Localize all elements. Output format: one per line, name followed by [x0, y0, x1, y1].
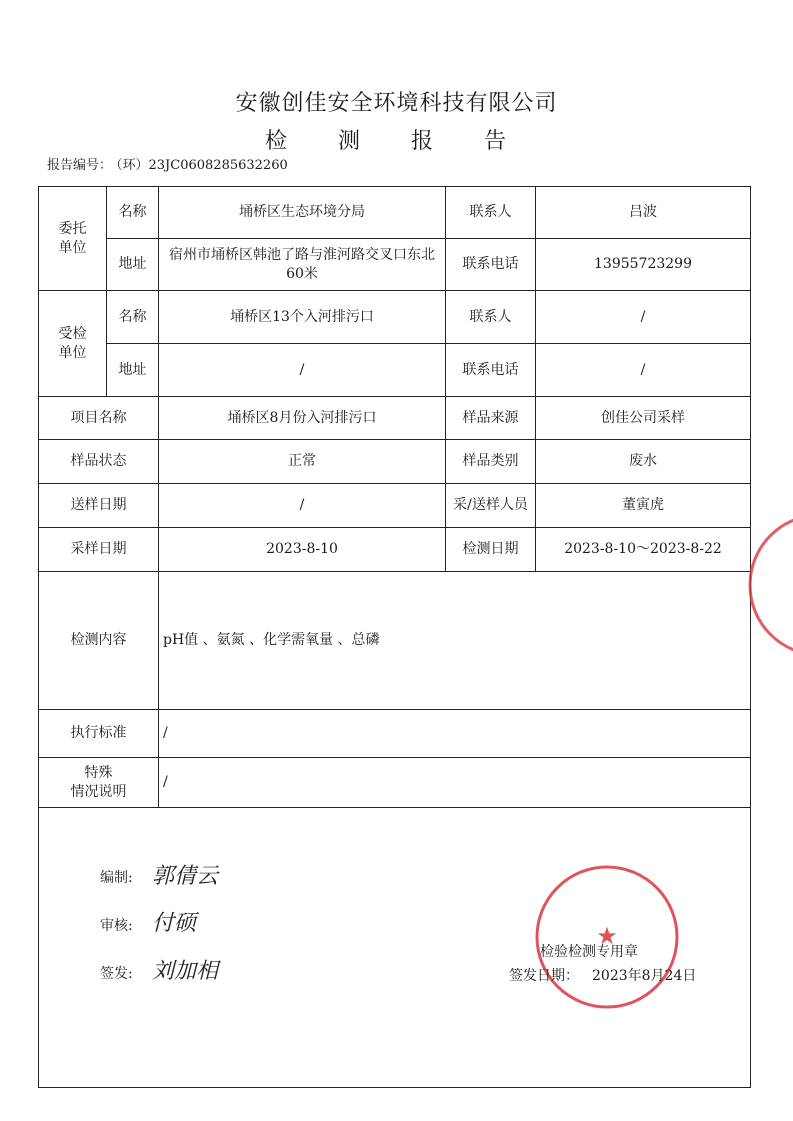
inspected-name: 埇桥区13个入河排污口: [159, 291, 446, 344]
issue-date-label: 签发日期：: [509, 968, 579, 984]
client-phone: 13955723299: [536, 239, 751, 291]
inspected-phone: /: [536, 344, 751, 397]
sampler: 董寅虎: [536, 484, 751, 528]
project-label: 项目名称: [39, 397, 159, 440]
editor-label: 编制:: [100, 870, 133, 886]
report-number: [47, 154, 292, 173]
document-title: 检 测 报 告: [265, 129, 528, 154]
client-contact: 吕波: [536, 187, 751, 239]
sample-source-label: 样品来源: [446, 397, 536, 440]
sample-state: 正常: [159, 440, 446, 484]
test-content: pH值 、氨氮 、化学需氧量 、总磷: [159, 572, 751, 710]
reviewer-label: 审核:: [100, 918, 133, 934]
special-label: 特殊 情况说明: [39, 758, 159, 808]
project-name: 埇桥区8月份入河排污口: [159, 397, 446, 440]
report-number-label: 报告编号：: [47, 158, 113, 173]
seal-label: 检验检测专用章: [540, 944, 638, 960]
edge-seal: [745, 500, 793, 670]
issuer-label: 签发:: [100, 966, 133, 982]
sample-date-label: 采样日期: [39, 528, 159, 572]
send-date-label: 送样日期: [39, 484, 159, 528]
seal-star-icon: ★: [596, 922, 618, 950]
client-name-label: 名称: [107, 187, 159, 239]
reviewer-signature: 付硕: [152, 911, 197, 936]
test-date-label: 检测日期: [446, 528, 536, 572]
inspected-address-label: 地址: [107, 344, 159, 397]
client-address-label: 地址: [107, 239, 159, 291]
client-name: 埇桥区生态环境分局: [159, 187, 446, 239]
sampler-label: 采/送样人员: [446, 484, 536, 528]
test-date: 2023-8-10～2023-8-22: [536, 528, 751, 572]
sample-state-label: 样品状态: [39, 440, 159, 484]
inspected-group-label: 受检 单位: [39, 291, 107, 397]
sample-type-label: 样品类别: [446, 440, 536, 484]
send-date: /: [159, 484, 446, 528]
report-number-value: （环）23JC0608285632260: [116, 158, 288, 173]
issue-date: 2023年8月24日: [592, 968, 697, 984]
client-group-label: 委托 单位: [39, 187, 107, 291]
editor-signature: 郭倩云: [152, 864, 219, 889]
client-phone-label: 联系电话: [446, 239, 536, 291]
sample-type: 废水: [536, 440, 751, 484]
test-content-label: 检测内容: [39, 572, 159, 710]
standard: /: [159, 710, 751, 758]
inspected-name-label: 名称: [107, 291, 159, 344]
special: /: [159, 758, 751, 808]
issuer-signature: 刘加相: [152, 959, 219, 984]
inspected-contact-label: 联系人: [446, 291, 536, 344]
sample-date: 2023-8-10: [159, 528, 446, 572]
inspected-address: /: [159, 344, 446, 397]
company-seal: [532, 862, 682, 1012]
inspected-contact: /: [536, 291, 751, 344]
company-name: 安徽创佳安全环境科技有限公司: [235, 91, 558, 116]
standard-label: 执行标准: [39, 710, 159, 758]
client-address: 宿州市埇桥区韩池了路与淮河路交叉口东北60米: [159, 239, 446, 291]
sample-source: 创佳公司采样: [536, 397, 751, 440]
client-contact-label: 联系人: [446, 187, 536, 239]
inspected-phone-label: 联系电话: [446, 344, 536, 397]
